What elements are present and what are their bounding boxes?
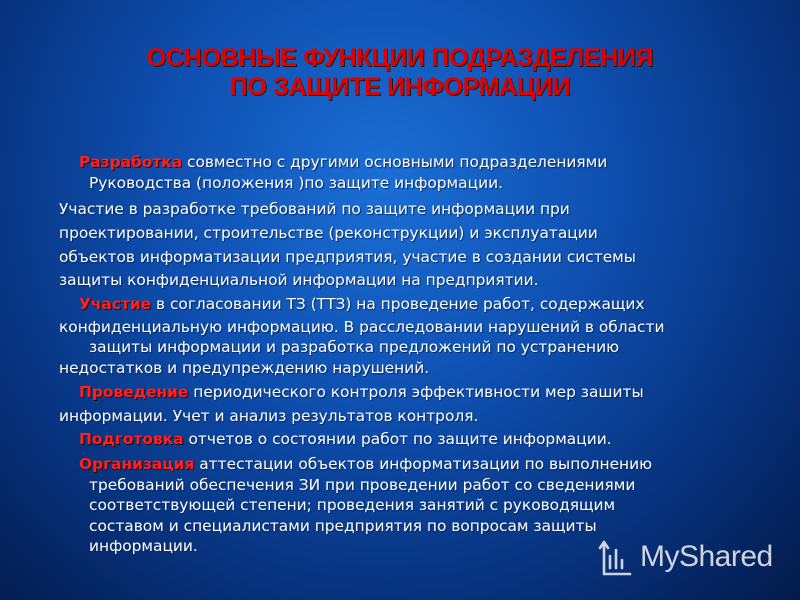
highlight-control: Проведение (79, 382, 189, 401)
watermark (596, 535, 773, 579)
text-line: информации. (89, 537, 198, 556)
slide-body (59, 150, 764, 559)
text-line: в согласовании ТЗ (ТТЗ) на проведение работ, содержащих (151, 295, 645, 314)
text-line: требований обеспечения ЗИ при проведении работ со сведениями (89, 475, 636, 494)
text-line: объектов информатизации предприятия, участие в создании системы (59, 247, 636, 266)
text-line: проектировании, строительстве (реконструкции) и эксплуатации (59, 223, 598, 242)
title-line-2: ПО ЗАЩИТЕ ИНФОРМАЦИИ (229, 73, 571, 101)
text-line: периодического контроля эффективности мер зашиты (188, 382, 644, 401)
text-line: конфиденциальную информацию. В расследовании нарушений в области (59, 317, 665, 336)
text-line: защиты информации и разработка предложений по устранению (89, 337, 620, 356)
text-line: составом и специалистами предприятия по вопросам защиты (89, 516, 597, 535)
text-line: Руководства (положения )по защите информации. (89, 174, 503, 192)
highlight-organization: Организация (79, 455, 195, 474)
title-line-1: ОСНОВНЫЕ ФУНКЦИИ ПОДРАЗДЕЛЕНИЯ (146, 44, 654, 72)
text-line: соответствующей степени; проведения занятий с руководящим (89, 496, 616, 515)
highlight-preparation: Подготовка (79, 430, 184, 449)
text-line: Участие в разработке требований по защите информации при (59, 200, 570, 218)
watermark-text: MyShared (640, 540, 773, 573)
paragraph-control (59, 381, 764, 429)
podium-icon (596, 536, 636, 578)
paragraph-participation-requirements (59, 198, 764, 293)
text-line: недостатков и предупреждению нарушений. (59, 358, 430, 377)
highlight-participation: Участие (79, 295, 152, 314)
highlight-development: Разработка (79, 153, 183, 171)
text-line: отчетов о состоянии работ по защите информации. (183, 430, 612, 449)
paragraph-preparation (59, 428, 764, 452)
text-line: совместно с другими основными подразделениями (182, 153, 608, 171)
paragraph-participation-approval (59, 293, 764, 381)
text-line: информации. Учет и анализ результатов контроля. (59, 406, 479, 425)
text-line: аттестации объектов информатизации по выполнению (194, 455, 653, 474)
slide-title (0, 44, 800, 102)
text-line: защиты конфиденциальной информации на предприятии. (59, 271, 539, 290)
paragraph-development (59, 150, 764, 196)
